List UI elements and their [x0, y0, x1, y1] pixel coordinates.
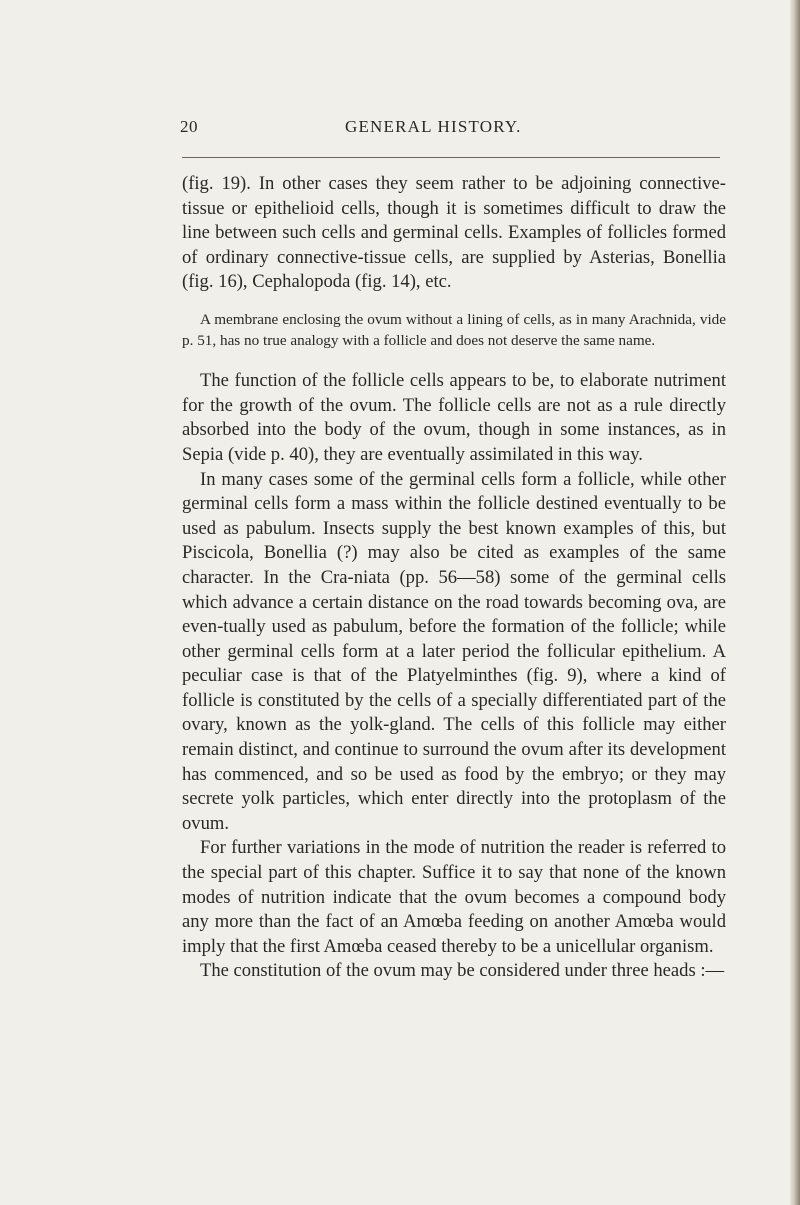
- paragraph-5: The constitution of the ovum may be considered under three heads :—: [200, 960, 725, 982]
- paragraph-2: The function of the follicle cells appears to be, to elaborate nutriment for the growth of the ovum. The follicle cells are not as a rule directly absorbed into the body of the ovum, though in some instances, as in Sepia (vide p. 40), they are eventually assimilated in this way.: [182, 370, 726, 465]
- running-header: [180, 117, 720, 143]
- header-rule: [182, 157, 720, 158]
- page-number: 20: [180, 117, 198, 136]
- footnote-paragraph: A membrane enclosing the ovum without a lining of cells, as in many Arachnida, vide p. 51, has no true analogy with a follicle and does not deserve the same name.: [182, 310, 726, 349]
- page-body: [182, 172, 726, 984]
- running-title: GENERAL HISTORY.: [345, 117, 522, 136]
- page-edge-shadow: [790, 0, 800, 1205]
- paragraph-1: (fig. 19). In other cases they seem rather to be adjoining connective-tissue or epithelioid cells, though it is sometimes difficult to draw the line between such cells and germinal cells. Examples of follicles formed of ordinary connective-tissue cells, are supplied by Asterias, Bonellia (fig. 16), Cephalopoda (fig. 14), etc.: [182, 173, 726, 293]
- paragraph-4: For further variations in the mode of nutrition the reader is referred to the special part of this chapter. Suffice it to say that none of the known modes of nutrition indicate that the ovum becomes a compound body any more than the fact of an Amœba feeding on another Amœba would imply that the first Amœba ceased thereby to be a unicellular organism.: [182, 837, 726, 957]
- paragraph-3: In many cases some of the germinal cells form a follicle, while other germinal cells form a mass within the follicle destined eventually to be used as pabulum. Insects supply the best known examples of this, but Piscicola, Bonellia (?) may also be cited as examples of the same character. In the Cra-niata (pp. 56—58) some of the germinal cells which advance a certain distance on the road towards becoming ova, are even-tually used as pabulum, before the formation of the follicle; while other germinal cells form at a later period the follicular epithelium. A peculiar case is that of the Platyelminthes (fig. 9), where a kind of follicle is constituted by the cells of a specially differentiated part of the ovary, known as the yolk-gland. The cells of this follicle may either remain distinct, and continue to surround the ovum after its development has commenced, and so be used as food by the embryo; or they may secrete yolk particles, which enter directly into the protoplasm of the ovum.: [182, 468, 726, 834]
